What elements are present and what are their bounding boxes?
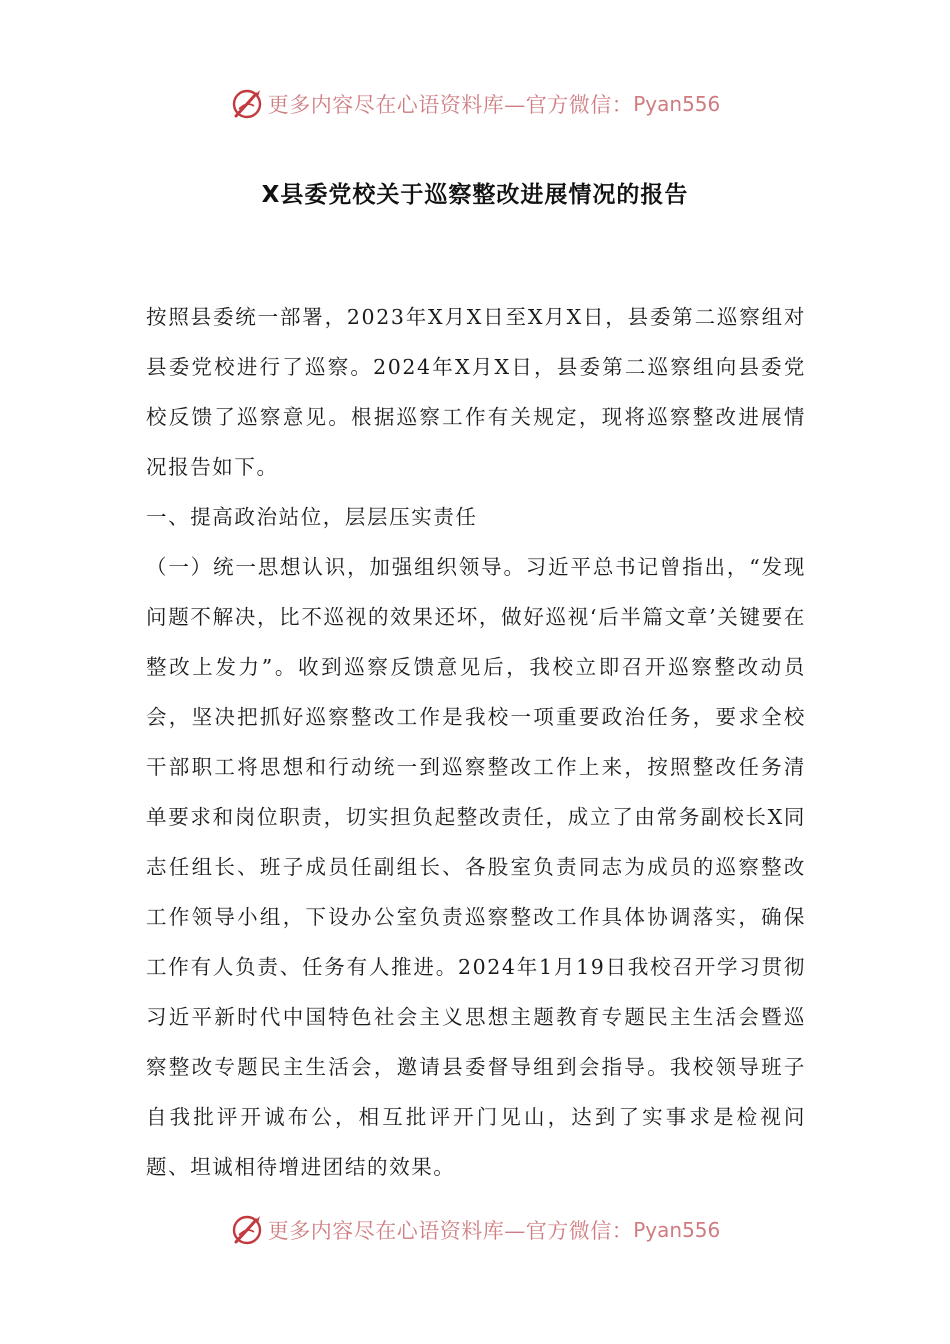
banner-text: 更多内容尽在心语资料库—官方微信：	[267, 1219, 634, 1243]
body-paragraph: （一）统一思想认识，加强组织领导。习近平总书记曾指出，“发现问题不解决，比不巡视的效果还坏，做好巡视‘后半篇文章’关键要在整改上发力”。收到巡察反馈意见后，我校立即召开巡察整改动员会，坚决把抓好巡察整改工作是我校一项重要政治任务，要求全校干部职工将思想和行动统一到巡察整改工作上来，按照整改任务清单要求和岗位职责，切实担负起整改责任，成立了由常务副校长X同志任组长、班子成员任副组长、各股室负责同志为成员的巡察整改工作领导小组，下设办公室负责巡察整改工作具体协调落实，确保工作有人负责、任务有人推进。2024年1月19日我校召开学习贯彻习近平新时代中国特色社会主义思想主题教育专题民主生活会暨巡察整改专题民主生活会，邀请县委督导组到会指导。我校领导班子自我批评开诚布公，相互批评开门见山，达到了实事求是检视问题、坦诚相待增进团结的效果。	[146, 555, 806, 1179]
intro-paragraph: 按照县委统一部署，2023年X月X日至X月X日，县委第二巡察组对县委党校进行了巡察。2024年X月X日，县委第二巡察组向县委党校反馈了巡察意见。根据巡察工作有关规定，现将巡察整改进展情况报告如下。	[146, 305, 806, 479]
banner-wechat-id: Pyan556	[633, 1218, 721, 1242]
document-body	[146, 292, 806, 1192]
pen-logo-icon	[230, 1213, 264, 1247]
header-banner	[0, 82, 950, 126]
pen-logo-icon	[230, 87, 264, 121]
section-heading: 一、提高政治站位，层层压实责任	[146, 505, 478, 529]
banner-wechat-id: Pyan556	[633, 92, 721, 116]
document-title: X县委党校关于巡察整改进展情况的报告	[261, 182, 689, 208]
footer-banner	[0, 1208, 950, 1252]
banner-text: 更多内容尽在心语资料库—官方微信：	[267, 93, 634, 117]
